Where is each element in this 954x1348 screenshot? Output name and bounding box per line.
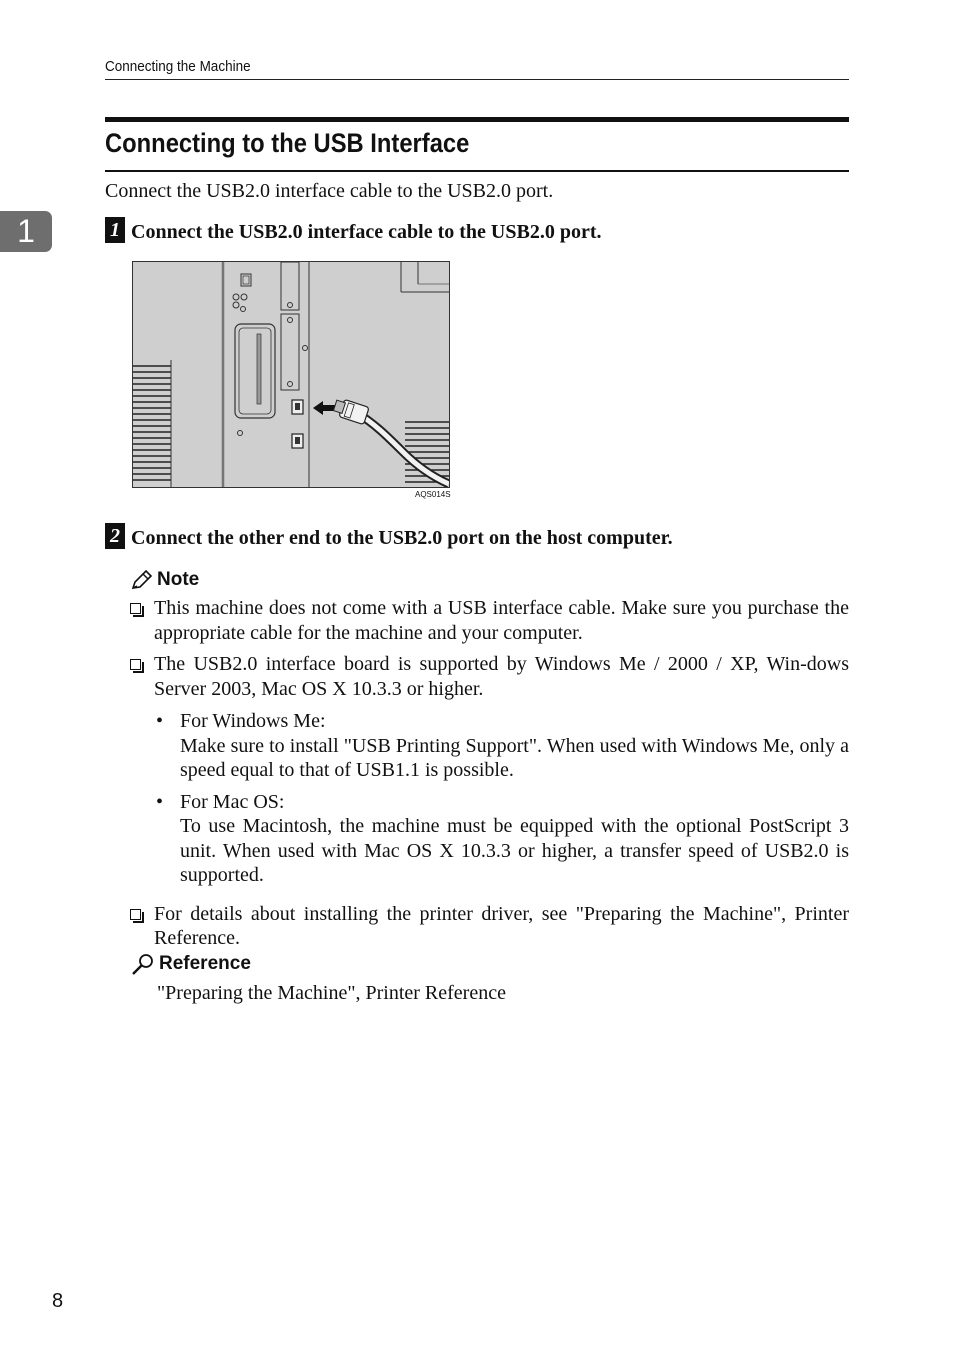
step-text: Connect the other end to the USB2.0 port on the host computer. bbox=[131, 527, 673, 549]
machine-rear-panel-drawing bbox=[133, 262, 449, 487]
note-item-text: For details about installing the printer driver, see "Preparing the Machine", Printer Reference. bbox=[154, 902, 849, 949]
reference-heading-label: Reference bbox=[159, 953, 251, 974]
reference-heading bbox=[131, 953, 251, 975]
intro-text: Connect the USB2.0 interface cable to the USB2.0 port. bbox=[105, 180, 554, 202]
note-item bbox=[130, 596, 849, 645]
pencil-icon bbox=[131, 570, 153, 590]
header-rule bbox=[105, 79, 849, 80]
title-rule-bottom bbox=[105, 170, 849, 172]
usb-port-illustration bbox=[132, 261, 450, 488]
note-heading-label: Note bbox=[157, 569, 200, 590]
sub-item-heading: For Mac OS: bbox=[180, 790, 285, 813]
note-item-body bbox=[154, 652, 849, 895]
reference-text: "Preparing the Machine", Printer Reference bbox=[157, 982, 506, 1004]
page-title: Connecting to the USB Interface bbox=[105, 128, 470, 158]
running-header: Connecting the Machine bbox=[105, 58, 251, 75]
bullet-dot-icon: • bbox=[156, 710, 164, 732]
step-number: 1 bbox=[105, 217, 125, 243]
bullet-dot-icon: • bbox=[156, 790, 164, 813]
title-rule-top bbox=[105, 117, 849, 122]
sub-item-windows-me bbox=[156, 709, 849, 783]
checkbox-bullet-icon bbox=[130, 909, 141, 920]
chapter-tab: 1 bbox=[0, 211, 52, 252]
os-sub-list bbox=[156, 709, 849, 888]
page-number: 8 bbox=[52, 1290, 64, 1312]
note-item bbox=[130, 902, 849, 951]
note-item-text: The USB2.0 interface board is supported by Windows Me / 2000 / XP, Win-dows Server 2003, Mac OS X 10.3.3 or higher. bbox=[154, 653, 849, 700]
checkbox-bullet-icon bbox=[130, 603, 141, 614]
sub-item-text: Make sure to install "USB Printing Support". When used with Windows Me, only a speed equal to that of USB1.1 is possible. bbox=[180, 734, 849, 781]
figure-code: AQS014S bbox=[415, 490, 451, 499]
note-item bbox=[130, 652, 849, 895]
step-number: 2 bbox=[105, 523, 125, 549]
sub-item-heading: For Windows Me: bbox=[180, 710, 326, 732]
step-text: Connect the USB2.0 interface cable to the USB2.0 port. bbox=[131, 221, 602, 243]
note-list bbox=[130, 596, 849, 958]
checkbox-bullet-icon bbox=[130, 659, 141, 670]
note-item-text: This machine does not come with a USB interface cable. Make sure you purchase the appropriate cable for the machine and your computer. bbox=[154, 597, 849, 644]
step-1 bbox=[105, 216, 602, 244]
step-2 bbox=[105, 522, 673, 550]
sub-item-mac-os bbox=[156, 790, 849, 888]
note-heading bbox=[131, 569, 199, 591]
sub-item-text: To use Macintosh, the machine must be equipped with the optional PostScript 3 unit. When used with Mac OS X 10.3.3 or higher, a transfer speed of USB2.0 is supported. bbox=[180, 815, 849, 886]
magnifier-icon bbox=[131, 953, 155, 975]
